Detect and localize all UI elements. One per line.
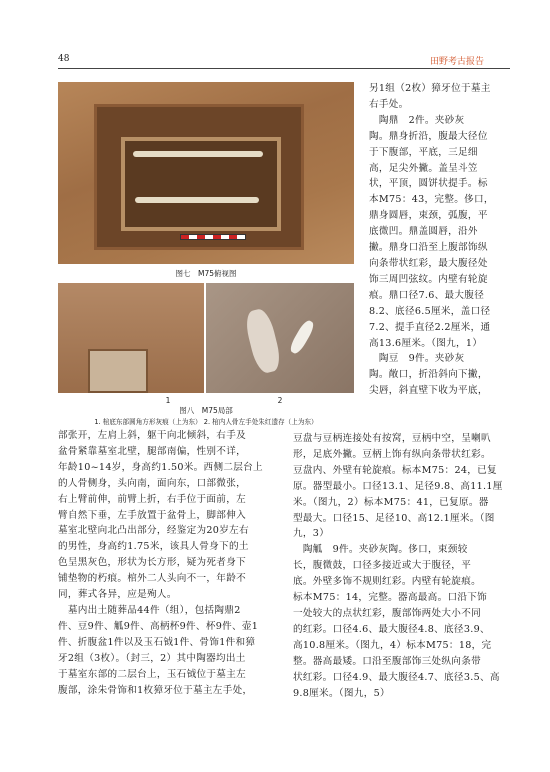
text-line: 的红彩。口径4.6、最大腹径4.8、底径3.9、	[293, 623, 490, 635]
text-line: 豆盘与豆柄连接处有按窝，豆柄中空，呈喇叭	[293, 433, 491, 444]
right-column-bottom-text	[293, 431, 503, 701]
text-line: 盆骨紧靠墓室北壁，腿部南偏，性别不详，	[58, 445, 246, 457]
text-line: 撇。鼎身口沿至上腹部饰纵	[369, 242, 488, 254]
running-header: 田野考古报告	[430, 57, 485, 67]
text-line: 米。（图九，2）标本M75：41，已复原。器	[293, 496, 489, 508]
text-line: 整。器高最矮。口沿至腹部饰三处纵向条带	[293, 655, 481, 667]
text-line: 于下腹部，平底，三足细	[369, 146, 478, 158]
text-line: 本M75：43，完整。侈口，	[369, 194, 494, 206]
text-line: 同，葬式各异，应是殉人。	[58, 589, 177, 601]
text-line: 高10.8厘米。（图九，4）标本M75：18，完	[293, 639, 492, 651]
text-line: 豆盘内、外壁有轮旋痕。标本M75：24，已复	[293, 464, 497, 476]
text-line: 墓室北壁向北凸出部分，经鉴定为20岁左右	[58, 525, 249, 537]
right-column-text	[369, 81, 494, 399]
text-line: 部张开，左肩上斜，躯干向北倾斜，右手及	[58, 430, 246, 441]
text-line: 陶鼎 2件。夹砂灰	[369, 114, 465, 126]
text-line: 7.2、提手直径2.2厘米，通	[369, 321, 491, 333]
text-line: 牙2组（3枚）。（封三，2）其中陶器均出土	[58, 652, 246, 664]
text-line: 尖唇，斜直壁下收为平底，	[369, 385, 488, 397]
scale-bar	[180, 234, 246, 240]
figure-7-caption: 图七 M75俯视图	[175, 269, 237, 278]
text-line: 另1组（2枚）獐牙位于墓主	[369, 83, 491, 94]
text-line: 高13.6厘米。（图九，1）	[369, 337, 483, 349]
text-line: 的人骨侧身，头向南，面向东，口部微张，	[58, 477, 246, 489]
text-line: 高，足尖外撇。盖呈斗笠	[369, 162, 478, 174]
header-rule	[58, 68, 510, 69]
text-line: 色呈黑灰色，形状为长方形，疑为死者身下	[58, 557, 246, 569]
panel-label-1: 1	[165, 396, 171, 405]
text-line: 标本M75：14，完整。器高最高。口沿下饰	[293, 592, 488, 604]
ash-mark	[88, 349, 148, 393]
text-line: 状，平顶，圆饼状提手。标	[369, 178, 488, 190]
text-line: 8.2、底径6.5厘米，盖口径	[369, 305, 491, 317]
detail-photo-2	[206, 283, 354, 393]
text-line: 九，3）	[293, 528, 330, 540]
text-line: 型最大。口径15、足径10、高12.1厘米。（图	[293, 512, 495, 524]
tomb-pit	[94, 104, 304, 250]
text-line: 9.8厘米。（图九，5）	[293, 687, 390, 699]
text-line: 的男性，身高约1.75米，该具人骨身下的土	[58, 541, 249, 553]
text-line: 腹部，涂朱骨饰和1枚獐牙位于墓主左手处，	[58, 684, 253, 696]
figure-8-caption: 图八 M75局部	[179, 406, 233, 415]
text-line: 一处较大的点状红彩，腹部饰两处大小不同	[293, 607, 481, 619]
tomb-overview-photo	[58, 82, 354, 264]
text-line: 痕。鼎口径7.6、最大腹径	[369, 289, 485, 301]
text-line: 于墓室东部的二层台上，玉石钺位于墓主左	[58, 668, 246, 680]
text-line: 年龄10~14岁，身高约1.50米。西侧二层台上	[58, 461, 263, 473]
skeleton	[133, 151, 263, 157]
text-line: 鼎身圆唇，束颈，弧腹，平	[369, 210, 488, 222]
text-line: 向条带状红彩，最大腹径处	[369, 257, 488, 269]
text-line: 件、折腹盆1件以及玉石钺1件、骨饰1件和獐	[58, 636, 256, 648]
text-line: 右上臂前伸，前臂上折，右手位于面前，左	[58, 493, 246, 505]
text-line: 陶豆 9件。夹砂灰	[369, 353, 465, 365]
text-line: 形，足底外撇。豆柄上饰有纵向条带状红彩。	[293, 448, 491, 460]
text-line: 件、豆9件、觚9件、高柄杯9件、杯9件、壶1	[58, 620, 259, 632]
text-line: 状红彩。口径4.9、最大腹径4.7、底径3.5、高	[293, 671, 500, 683]
text-line: 长，腹微鼓，口径多接近或大于腹径，平	[293, 560, 472, 572]
text-line: 臂自然下垂，左手放置于盆骨上，脚部伸入	[58, 509, 246, 521]
text-line: 墓内出土随葬品44件（组），包括陶鼎2	[58, 604, 241, 616]
detail-photo-1	[58, 283, 204, 393]
text-line: 陶。敞口，折沿斜向下撇，	[369, 369, 488, 381]
figure-8-subcaption: 1. 棺底东部圆角方形灰痕（上为东） 2. 棺内人骨左手处朱红遗存（上为东）	[94, 418, 318, 426]
text-line: 底微凹。鼎盖圆唇，沿外	[369, 226, 478, 238]
panel-label-2: 2	[277, 396, 283, 405]
skeleton	[135, 197, 259, 203]
text-line: 铺垫物的朽痕。棺外二人头向不一，年龄不	[58, 573, 246, 585]
page-number: 48	[58, 54, 70, 64]
bone	[288, 318, 316, 355]
text-line: 饰三周凹弦纹。内壁有轮旋	[369, 273, 488, 285]
text-line: 右手处。	[369, 98, 409, 110]
bone	[243, 307, 284, 375]
coffin	[121, 137, 281, 231]
text-line: 原。器型最小。口径13.1、足径9.8、高11.1厘	[293, 480, 503, 492]
left-column-text	[58, 428, 263, 698]
text-line: 陶。鼎身折沿，腹最大径位	[369, 130, 488, 142]
text-line: 底。外壁多饰不规则红彩。内壁有轮旋痕。	[293, 576, 481, 588]
text-line: 陶觚 9件。夹砂灰陶。侈口，束颈较	[293, 544, 468, 556]
